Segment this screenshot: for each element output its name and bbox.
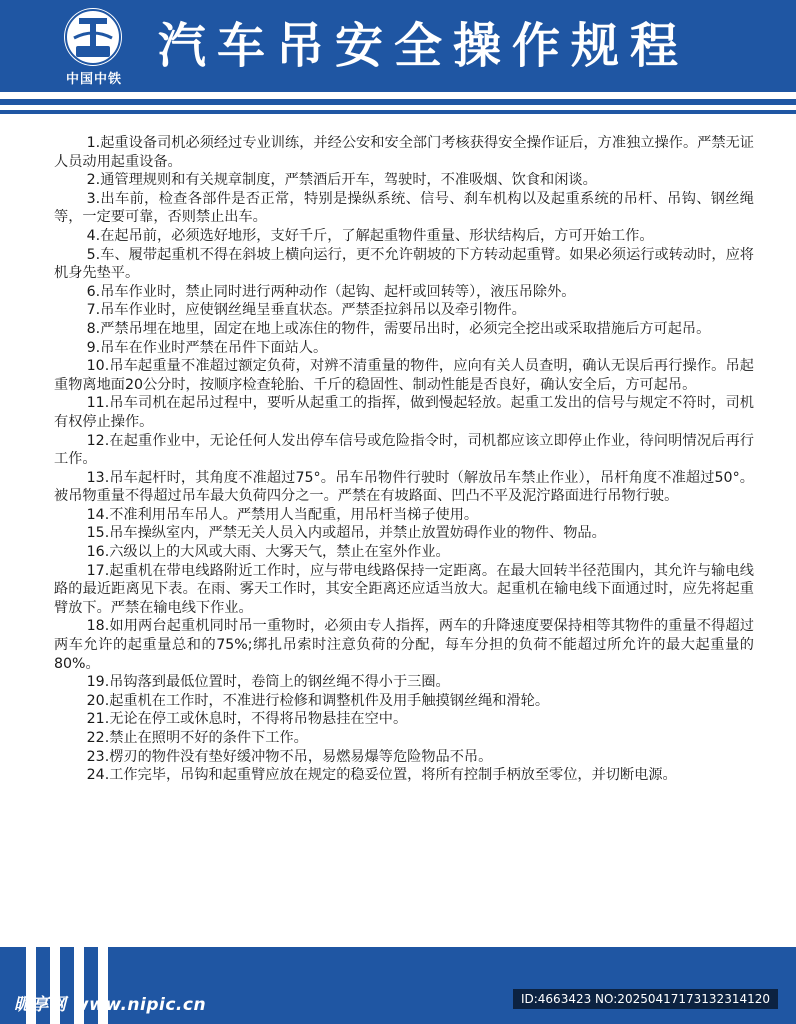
rule-item: 12.在起重作业中，无论任何人发出停车信号或危险指令时，司机都应该立即停止作业，待问明情况后再行工作。 xyxy=(54,432,754,468)
watermark-left: 昵享网 www.nipic.cn xyxy=(14,995,207,1015)
rule-item: 1.起重设备司机必须经过专业训练，并经公安和安全部门考核获得安全操作证后，方准独立操作。严禁无证人员动用起重设备。 xyxy=(54,135,754,170)
rule-item: 2.通管理规则和有关规章制度，严禁酒后开车，驾驶时，不准吸烟、饮食和闲谈。 xyxy=(86,172,597,189)
page-title: 汽车吊安全操作规程 xyxy=(158,18,690,74)
rule-item: 18.如用两台起重机同时吊一重物时，必须由专人指挥，两车的升降速度要保持相等其物件的重量不得超过两车允许的起重量总和的75%;绑扎吊索时注意负荷的分配，每车分担的负荷不能超过所允许的最大起重量的80%。 xyxy=(54,618,754,672)
logo-text: 中国中铁 xyxy=(65,72,122,87)
rule-item: 23.楞刃的物件没有垫好缓冲物不吊，易燃易爆等危险物品不吊。 xyxy=(86,748,493,765)
rule-item: 24.工作完毕，吊钩和起重臂应放在规定的稳妥位置，将所有控制手柄放至零位，并切断电源。 xyxy=(86,767,677,784)
rule-item: 10.吊车起重量不准超过额定负荷，对辨不清重量的物件，应向有关人员查明，确认无误后再行操作。吊起重物离地面20公分时，按顺序检查轮胎、千斤的稳固性、制动性能是否良好，确认安全后，方可起吊。 xyxy=(54,358,754,393)
rule-item: 17.起重机在带电线路附近工作时，应与带电线路保持一定距离。在最大回转半径范围内，其允许与输电线路的最近距离见下表。在雨、雾天工作时，其安全距离还应适当放大。起重机在输电线下面通过时，应先将起重臂放下。严禁在输电线下作业。 xyxy=(54,562,754,616)
rule-item: 8.严禁吊埋在地里，固定在地上或冻住的物件，需要吊出时，必须完全挖出或采取措施后方可起吊。 xyxy=(86,320,711,337)
rule-item: 21.无论在停工或休息时，不得将吊物悬挂在空中。 xyxy=(86,711,408,728)
rules-list xyxy=(54,134,754,785)
rule-item: 4.在起吊前，必须选好地形，支好千斤，了解起重物件重量、形状结构后，方可开始工作。 xyxy=(86,227,654,244)
header-stripe xyxy=(0,110,796,114)
rule-item: 7.吊车作业时，应使钢丝绳呈垂直状态。严禁歪拉斜吊以及牵引物件。 xyxy=(86,302,526,319)
rule-item: 14.不准利用吊车吊人。严禁用人当配重，用吊杆当梯子使用。 xyxy=(86,506,479,523)
rule-item: 11.吊车司机在起吊过程中，要听从起重工的指挥，做到慢起轻放。起重工发出的信号与规定不符时，司机有权停止操作。 xyxy=(54,395,754,430)
rule-item: 19.吊钩落到最低位置时，卷筒上的钢丝绳不得小于三圈。 xyxy=(86,674,450,691)
rule-item: 5.车、履带起重机不得在斜坡上横向运行，更不允许朝坡的下方转动起重臂。如果必须运行或转动时，应将机身先垫平。 xyxy=(54,246,754,282)
rule-item: 22.禁止在照明不好的条件下工作。 xyxy=(86,730,308,746)
rule-item: 6.吊车作业时，禁止同时进行两种动作（起钩、起杆或回转等），液压吊除外。 xyxy=(86,283,576,300)
watermark-id: ID:4663423 NO:20250417173132314120 xyxy=(513,989,778,1009)
header-stripe xyxy=(0,99,796,105)
crec-logo xyxy=(58,6,130,88)
logo-emblem xyxy=(64,8,122,66)
rule-item: 16.六级以上的大风或大雨、大雾天气，禁止在室外作业。 xyxy=(86,544,450,561)
rule-item: 20.起重机在工作时，不准进行检修和调整机件及用手触摸钢丝绳和滑轮。 xyxy=(86,692,550,709)
rule-item: 3.出车前，检查各部件是否正常，特别是操纵系统、信号、刹车机构以及起重系统的吊杆、吊钩、钢丝绳等，一定要可靠，否则禁止出车。 xyxy=(54,190,754,226)
header-banner xyxy=(0,0,796,92)
rule-item: 9.吊车在作业时严禁在吊件下面站人。 xyxy=(86,339,328,356)
crec-emblem-icon xyxy=(64,8,122,66)
rule-item: 15.吊车操纵室内，严禁无关人员入内或超吊，并禁止放置妨碍作业的物件、物品。 xyxy=(86,525,606,542)
rule-item: 13.吊车起杆时，其角度不准超过75°。吊车吊物件行驶时（解放吊车禁止作业），吊杆角度不准超过50°。被吊物重量不得超过吊车最大负荷四分之一。严禁在有坡路面、凹凸不平及泥泞路面进行吊物行驶。 xyxy=(54,469,754,505)
